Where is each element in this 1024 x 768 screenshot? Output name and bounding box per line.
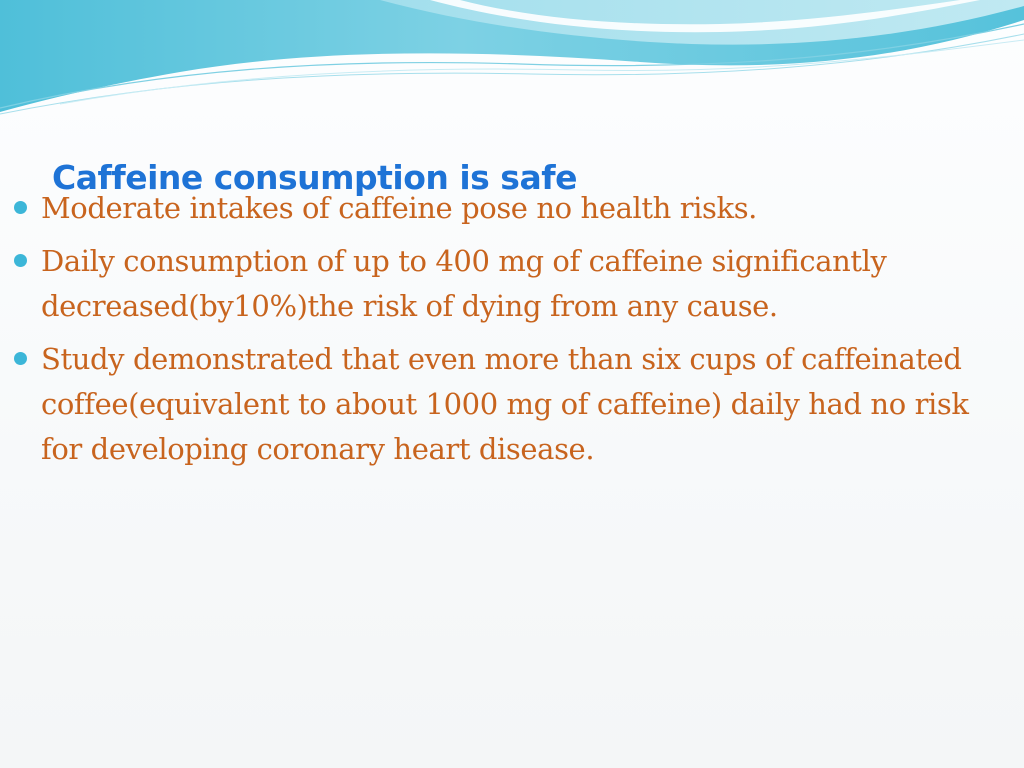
bullet-text: Study demonstrated that even more than six cups of caffeinated coffee(equivalent to about 1000 mg of caffeine) daily had no risk for developing coronary heart disease.	[41, 342, 969, 466]
bullet-dot-icon	[14, 254, 27, 267]
slide-title: Caffeine consumption is safe	[52, 158, 577, 197]
bullet-text: Daily consumption of up to 400 mg of caffeine significantly decreased(by10%)the risk of dying from any cause.	[41, 244, 887, 323]
bullet-item	[14, 337, 1004, 472]
bullet-list	[14, 186, 1004, 480]
bullet-item	[14, 239, 1004, 329]
bullet-dot-icon	[14, 352, 27, 365]
header-wave-decoration	[0, 0, 1024, 120]
bullet-text: Moderate intakes of caffeine pose no health risks.	[41, 191, 757, 225]
bullet-dot-icon	[14, 201, 27, 214]
